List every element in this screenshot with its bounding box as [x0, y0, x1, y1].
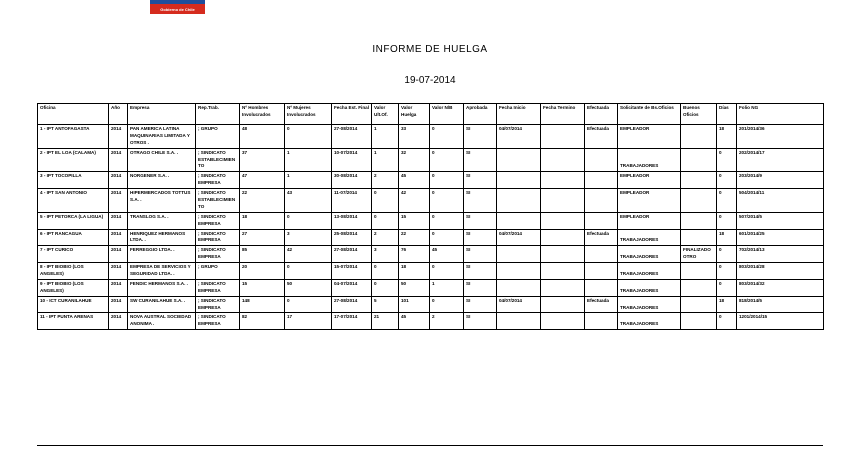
table-cell: 803/2014/32 [737, 279, 824, 296]
column-header: Aprobada [464, 104, 497, 125]
table-cell: 1 [285, 172, 332, 189]
table-cell: 2014 [109, 189, 128, 213]
table-cell: Efectuada [585, 125, 618, 149]
table-cell: 2014 [109, 246, 128, 263]
table-cell: 82 [240, 313, 285, 330]
table-cell: 15 [399, 212, 430, 229]
table-cell [681, 263, 717, 280]
table-cell: 32 [399, 148, 430, 172]
table-cell: SI [464, 296, 497, 313]
table-cell: SI [464, 189, 497, 213]
table-cell: 11 - IPT PUNTA ARENAS [38, 313, 109, 330]
table-cell: 17 [285, 313, 332, 330]
table-cell: 9 - IPT BIOBIO (LOS ANGELES) [38, 279, 109, 296]
table-row [38, 279, 824, 296]
table-cell: 504/2014/11 [737, 189, 824, 213]
table-cell: 2014 [109, 172, 128, 189]
table-cell: 2014 [109, 125, 128, 149]
table-cell: SI [464, 172, 497, 189]
table-cell: TRABAJADORES [618, 148, 681, 172]
table-cell: 818/2014/5 [737, 296, 824, 313]
table-row [38, 189, 824, 213]
table-cell: 0 [430, 172, 464, 189]
column-header: Nº Mujeres Involucrados [285, 104, 332, 125]
table-cell: 85 [240, 246, 285, 263]
table-cell: ; SINDICATO ESTABLECIMIENTO [196, 148, 240, 172]
table-cell: 18 [717, 296, 737, 313]
table-cell: 2014 [109, 148, 128, 172]
table-cell: 0 [372, 263, 399, 280]
table-cell: ; SINDICATO EMPRESA [196, 246, 240, 263]
table-cell [585, 246, 618, 263]
table-cell: 1 [285, 148, 332, 172]
table-cell [497, 212, 541, 229]
table-cell [585, 212, 618, 229]
table-cell: ; SINDICATO ESTABLECIMIENTO [196, 189, 240, 213]
table-cell: 2014 [109, 212, 128, 229]
table-row [38, 296, 824, 313]
table-cell: HIPERMERCADOS TOTTUS S.A. . [128, 189, 196, 213]
table-cell: SW CURANILAHUE S.A. . [128, 296, 196, 313]
column-header: Rep.Trab. [196, 104, 240, 125]
table-cell: 8 - IPT BIOBIO (LOS ANGELES) [38, 263, 109, 280]
table-cell: 0 [717, 172, 737, 189]
table-cell: 0 [717, 279, 737, 296]
table-cell [497, 246, 541, 263]
table-cell [541, 148, 585, 172]
table-cell [497, 279, 541, 296]
table-row [38, 212, 824, 229]
table-cell: EMPLEADOR [618, 189, 681, 213]
table-cell: 45 [399, 313, 430, 330]
table-cell: 13-08/2014 [332, 212, 372, 229]
table-cell: 201/2014/36 [737, 125, 824, 149]
table-cell: 10 - ICT CURANILAHUE [38, 296, 109, 313]
strike-report-table [37, 103, 824, 330]
table-cell: 2 [430, 313, 464, 330]
column-header: Fecha Est. Final [332, 104, 372, 125]
table-cell: 0 [285, 125, 332, 149]
table-cell: SI [464, 212, 497, 229]
table-cell: SI [464, 263, 497, 280]
table-cell: 45 [430, 246, 464, 263]
table-cell [681, 212, 717, 229]
table-cell: 202/2014/17 [737, 148, 824, 172]
table-cell: 37 [240, 148, 285, 172]
table-header-row [38, 104, 824, 125]
table-cell: 1 - IPT ANTOFAGASTA [38, 125, 109, 149]
table-row [38, 229, 824, 246]
table-cell: ; GRUPO [196, 125, 240, 149]
table-cell [497, 148, 541, 172]
table-cell: ; SINDICATO EMPRESA [196, 212, 240, 229]
table-cell: 0 [285, 263, 332, 280]
table-cell: PAN AMERICA LATINA MAQUINARIAS LIMITADA Y OTROS . [128, 125, 196, 149]
table-cell: 0 [717, 189, 737, 213]
table-cell: 27-08/2014 [332, 296, 372, 313]
table-cell [541, 229, 585, 246]
table-cell: SI [464, 125, 497, 149]
table-cell: 2 - IPT EL LOA (CALAMA) [38, 148, 109, 172]
table-cell: 0 [430, 229, 464, 246]
table-cell: 17-07/2014 [332, 313, 372, 330]
table-cell: 04-07/2014 [332, 279, 372, 296]
table-cell: 42 [399, 189, 430, 213]
table-cell: 101 [399, 296, 430, 313]
table-cell: 0 [717, 212, 737, 229]
table-cell: 42 [285, 246, 332, 263]
table-cell: 04/07/2014 [497, 296, 541, 313]
column-header: Nº Hombres Involucrados [240, 104, 285, 125]
table-cell: 15 [240, 279, 285, 296]
table-cell: ; GRUPO [196, 263, 240, 280]
table-cell: 0 [430, 189, 464, 213]
table-cell [541, 172, 585, 189]
table-cell: 2014 [109, 296, 128, 313]
table-row [38, 313, 824, 330]
table-cell [541, 212, 585, 229]
table-cell [681, 279, 717, 296]
table-cell [541, 189, 585, 213]
table-cell: SI [464, 313, 497, 330]
table-cell: EMPLEADOR [618, 172, 681, 189]
table-cell: FENDIC HERMANOS S.A. . [128, 279, 196, 296]
table-cell: 33 [399, 125, 430, 149]
table-cell [681, 313, 717, 330]
table-cell [681, 148, 717, 172]
table-cell [497, 189, 541, 213]
table-cell: 43 [285, 189, 332, 213]
table-cell: 30-08/2014 [332, 172, 372, 189]
table-cell: TRABAJADORES [618, 279, 681, 296]
table-cell: 0 [372, 212, 399, 229]
table-row [38, 172, 824, 189]
table-cell: 20 [240, 263, 285, 280]
table-cell [585, 189, 618, 213]
table-cell: FINALIZADO OTRO [681, 246, 717, 263]
table-cell: 2 [372, 229, 399, 246]
table-cell: 702/2014/13 [737, 246, 824, 263]
table-cell: 3 - IPT TOCOPILLA [38, 172, 109, 189]
table-cell: TRABAJADORES [618, 246, 681, 263]
table-cell: 1 [372, 125, 399, 149]
table-cell: 1201/2014/15 [737, 313, 824, 330]
column-header: Efectuada [585, 104, 618, 125]
table-row [38, 125, 824, 149]
table-cell: EMPRESA DE SERVICIOS Y SEGURIDAD LTDA. . [128, 263, 196, 280]
table-cell: 3 [372, 246, 399, 263]
table-cell: 7 - IPT CURICO [38, 246, 109, 263]
table-cell [541, 279, 585, 296]
column-header: Días [717, 104, 737, 125]
table-cell: TRABAJADORES [618, 229, 681, 246]
table-cell: HENRIQUEZ HERMANOS LTDA. . [128, 229, 196, 246]
table-cell: 76 [399, 246, 430, 263]
table-cell [497, 313, 541, 330]
table-cell: OTRAGO CHILE S.A. . [128, 148, 196, 172]
table-cell: 22 [399, 229, 430, 246]
table-cell: 50 [285, 279, 332, 296]
table-cell: 601/2014/25 [737, 229, 824, 246]
table-cell: 1 [430, 279, 464, 296]
table-cell: 50 [399, 279, 430, 296]
table-cell: NOVA AUSTRAL SOCIEDAD ANONIMA . [128, 313, 196, 330]
column-header: Fecha Inicio [497, 104, 541, 125]
table-cell [541, 313, 585, 330]
table-cell [497, 263, 541, 280]
table-cell: 5 - IPT PETORCA (LA LIGUA) [38, 212, 109, 229]
table-cell [585, 263, 618, 280]
table-cell: 203/2014/9 [737, 172, 824, 189]
table-cell [681, 125, 717, 149]
table-cell: 0 [430, 296, 464, 313]
table-cell: EMPLEADOR [618, 212, 681, 229]
table-cell: ; SINDICATO EMPRESA [196, 172, 240, 189]
table-cell: 27-08/2014 [332, 246, 372, 263]
table-cell [541, 125, 585, 149]
table-cell: ; SINDICATO EMPRESA [196, 296, 240, 313]
table-cell: 27-08/2014 [332, 125, 372, 149]
table-cell: 15-07/2014 [332, 263, 372, 280]
table-cell: 18 [717, 229, 737, 246]
table-cell: 0 [285, 296, 332, 313]
table-cell: Efectuada [585, 296, 618, 313]
column-header: Oficina [38, 104, 109, 125]
table-cell: 0 [430, 263, 464, 280]
table-cell: 0 [372, 279, 399, 296]
table-cell: 47 [240, 172, 285, 189]
table-cell: 507/2014/5 [737, 212, 824, 229]
table-cell: 3 [285, 229, 332, 246]
table-cell: 0 [717, 313, 737, 330]
table-cell: 5 [372, 296, 399, 313]
table-cell: NORGENER S.A. . [128, 172, 196, 189]
table-cell: 0 [430, 125, 464, 149]
column-header: Empresa [128, 104, 196, 125]
table-cell: 18 [399, 263, 430, 280]
table-cell: TRABAJADORES [618, 263, 681, 280]
table-cell [585, 172, 618, 189]
table-cell: 0 [717, 148, 737, 172]
table-cell: Efectuada [585, 229, 618, 246]
table-cell: 6 - IPT RANCAGUA [38, 229, 109, 246]
table-cell: 18 [240, 212, 285, 229]
column-header: Fecha Termino [541, 104, 585, 125]
table-cell: SI [464, 148, 497, 172]
table-cell: 18 [717, 125, 737, 149]
table-cell [681, 172, 717, 189]
table-cell: 2014 [109, 229, 128, 246]
table-cell: 2014 [109, 313, 128, 330]
column-header: Año [109, 104, 128, 125]
table-cell [541, 296, 585, 313]
table-cell: SI [464, 279, 497, 296]
table-cell [681, 296, 717, 313]
table-cell [541, 263, 585, 280]
table-cell: ; SINDICATO EMPRESA [196, 279, 240, 296]
table-cell: ; SINDICATO EMPRESA [196, 313, 240, 330]
table-cell: 25-08/2014 [332, 229, 372, 246]
table-cell: 0 [717, 263, 737, 280]
table-row [38, 246, 824, 263]
table-cell [541, 246, 585, 263]
report-date: 19-07-2014 [404, 75, 456, 86]
table-cell: TRABAJADORES [618, 313, 681, 330]
table-row [38, 148, 824, 172]
table-cell: 11-07/2014 [332, 189, 372, 213]
table-cell: 0 [430, 148, 464, 172]
table-cell [585, 313, 618, 330]
table-cell: SI [464, 246, 497, 263]
table-cell: 1 [372, 148, 399, 172]
table-cell: SI [464, 229, 497, 246]
table-cell: 27 [240, 229, 285, 246]
gobierno-logo [150, 0, 205, 14]
table-cell [585, 148, 618, 172]
table-cell: 2 [372, 172, 399, 189]
table-cell [497, 172, 541, 189]
table-cell: 148 [240, 296, 285, 313]
column-header: Valor N/B [430, 104, 464, 125]
table-cell: 0 [430, 212, 464, 229]
table-cell: 4 - IPT SAN ANTONIO [38, 189, 109, 213]
column-header: Buenos Oficios [681, 104, 717, 125]
table-cell: 803/2014/28 [737, 263, 824, 280]
table-cell: 0 [372, 189, 399, 213]
column-header: Solicitante de Bs.Oficios [618, 104, 681, 125]
table-cell: TRABAJADORES [618, 296, 681, 313]
table-cell: 48 [240, 125, 285, 149]
logo-text: Gobierno de Chile [150, 4, 205, 14]
column-header: Valor Huelga [399, 104, 430, 125]
table-cell: TRANSLOG S.A. . [128, 212, 196, 229]
table-row [38, 263, 824, 280]
table-cell: 45 [399, 172, 430, 189]
table-cell: 2014 [109, 279, 128, 296]
table-cell: ; SINDICATO EMPRESA [196, 229, 240, 246]
column-header: Valor Ult.Of. [372, 104, 399, 125]
table-cell: EMPLEADOR [618, 125, 681, 149]
table-cell: 22 [240, 189, 285, 213]
column-header: Folio NG [737, 104, 824, 125]
page-cutoff-edge [37, 445, 823, 451]
table-cell [681, 189, 717, 213]
table-cell: 04/07/2014 [497, 125, 541, 149]
table-cell [585, 279, 618, 296]
report-title: INFORME DE HUELGA [372, 44, 488, 55]
table-cell: 2014 [109, 263, 128, 280]
table-cell: 0 [717, 246, 737, 263]
table-cell [681, 229, 717, 246]
table-cell: 10-07/2014 [332, 148, 372, 172]
table-cell: FERREGGIO LTDA. . [128, 246, 196, 263]
table-cell: 0 [285, 212, 332, 229]
table-cell: 04/07/2014 [497, 229, 541, 246]
table-cell: 21 [372, 313, 399, 330]
